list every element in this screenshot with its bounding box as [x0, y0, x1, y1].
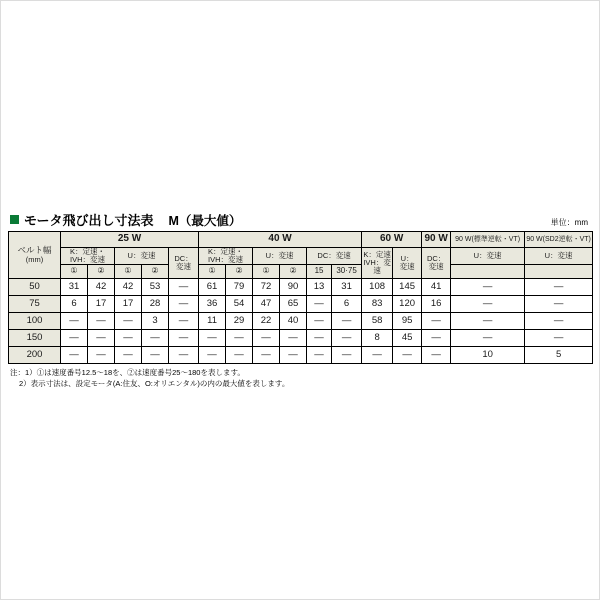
cell: — [525, 296, 593, 313]
row-belt-width: 100 [9, 313, 61, 330]
group-90w-sd2: 90 W(SD2逆転・VT) [525, 232, 593, 248]
cell: 3 [142, 313, 169, 330]
sub-25w-dc: DC： 変速 [169, 248, 199, 279]
note-2: 2）表示寸法は、設定モータ(A:住友、O:オリエンタル)の内の最大値を表します。 [19, 378, 290, 388]
cell: 36 [199, 296, 226, 313]
corner-label-line1: ベルト幅 [17, 244, 52, 255]
cell: — [169, 313, 199, 330]
cell: — [307, 330, 332, 347]
table-row [9, 330, 593, 347]
cell: 90 [280, 279, 307, 296]
title-left [10, 210, 241, 229]
cell: — [525, 313, 593, 330]
cell: 28 [142, 296, 169, 313]
cell: — [61, 330, 88, 347]
cell: 42 [115, 279, 142, 296]
cell: — [115, 347, 142, 364]
corner-label-line2: (mm) [25, 254, 44, 264]
sub-40w-u: U：変速 [253, 248, 307, 265]
cell: — [451, 330, 525, 347]
cell: — [169, 347, 199, 364]
group-40w: 40 W [199, 232, 362, 248]
cell: 145 [393, 279, 422, 296]
cell: — [88, 330, 115, 347]
cell: 13 [307, 279, 332, 296]
cell: — [332, 330, 362, 347]
col-25w-k-2: ② [88, 265, 115, 279]
green-square-marker [10, 215, 19, 224]
cell: 61 [199, 279, 226, 296]
header-sub-row [9, 248, 593, 265]
cell: 40 [280, 313, 307, 330]
note-1: 注：1）①は速度番号12.5～18を、②は速度番号25～180を表します。 [10, 368, 245, 377]
cell: 72 [253, 279, 280, 296]
cell: — [115, 313, 142, 330]
table-row [9, 313, 593, 330]
cell: — [61, 347, 88, 364]
cell: — [88, 313, 115, 330]
cell: 42 [88, 279, 115, 296]
page-title: モータ飛び出し寸法表 [24, 213, 154, 228]
cell: 108 [362, 279, 393, 296]
group-90w-vt: 90 W(標準逆転・VT) [451, 232, 525, 248]
col-90w-vt-blank [451, 265, 525, 279]
sub-25w-u: U：変速 [115, 248, 169, 265]
cell: — [332, 313, 362, 330]
cell: — [142, 347, 169, 364]
cell: 31 [332, 279, 362, 296]
cell: — [169, 279, 199, 296]
cell: 29 [226, 313, 253, 330]
cell: — [422, 313, 451, 330]
cell: 120 [393, 296, 422, 313]
col-40w-u-1: ① [253, 265, 280, 279]
row-belt-width: 150 [9, 330, 61, 347]
sub-40w-dc: DC：変速 [307, 248, 362, 265]
cell: — [451, 296, 525, 313]
cell: — [61, 313, 88, 330]
cell: — [253, 347, 280, 364]
col-40w-k-2: ② [226, 265, 253, 279]
col-40w-k-1: ① [199, 265, 226, 279]
col-90w-sd2-blank [525, 265, 593, 279]
cell: — [199, 347, 226, 364]
cell: 58 [362, 313, 393, 330]
cell: 54 [226, 296, 253, 313]
sub-90w-dc: DC： 変速 [422, 248, 451, 279]
col-40w-u-2: ② [280, 265, 307, 279]
cell: 22 [253, 313, 280, 330]
cell: — [422, 347, 451, 364]
cell: — [307, 296, 332, 313]
header-circle-row [9, 265, 593, 279]
cell: 5 [525, 347, 593, 364]
cell: — [226, 330, 253, 347]
cell: — [451, 313, 525, 330]
header-group-row [9, 232, 593, 248]
cell: — [226, 347, 253, 364]
group-25w: 25 W [61, 232, 199, 248]
col-40w-dc-3075: 30·75 [332, 265, 362, 279]
cell: — [169, 330, 199, 347]
cell: 41 [422, 279, 451, 296]
sub-90w-sd2-u: U：変速 [525, 248, 593, 265]
cell: 53 [142, 279, 169, 296]
sub-90w-vt-u: U：変速 [451, 248, 525, 265]
cell: 79 [226, 279, 253, 296]
sub-25w-k-ivh: K：定速・IVH：変速 [61, 248, 115, 265]
sub-60w-k-ivh: K：定速 IVH：変速 [362, 248, 393, 279]
cell: — [525, 279, 593, 296]
cell: 65 [280, 296, 307, 313]
group-90w: 90 W [422, 232, 451, 248]
col-25w-u-2: ② [142, 265, 169, 279]
cell: — [422, 330, 451, 347]
cell: — [451, 279, 525, 296]
motor-protrusion-table [8, 231, 593, 364]
cell: — [169, 296, 199, 313]
cell: 95 [393, 313, 422, 330]
cell: — [525, 330, 593, 347]
row-belt-width: 75 [9, 296, 61, 313]
cell: — [332, 347, 362, 364]
cell: 8 [362, 330, 393, 347]
page-subtitle: M（最大値） [168, 213, 242, 228]
cell: 6 [332, 296, 362, 313]
cell: — [199, 330, 226, 347]
table-notes [8, 368, 592, 390]
unit-label: 単位：mm [550, 218, 588, 227]
cell: — [253, 330, 280, 347]
col-40w-dc-15: 15 [307, 265, 332, 279]
cell: — [280, 347, 307, 364]
col-25w-k-1: ① [61, 265, 88, 279]
cell: 17 [88, 296, 115, 313]
title-row [8, 210, 592, 231]
cell: — [307, 313, 332, 330]
cell: — [307, 347, 332, 364]
cell: 45 [393, 330, 422, 347]
cell: — [393, 347, 422, 364]
cell: 11 [199, 313, 226, 330]
row-belt-width: 50 [9, 279, 61, 296]
cell: — [115, 330, 142, 347]
table-row [9, 279, 593, 296]
cell: 16 [422, 296, 451, 313]
sub-40w-k-ivh: K：定速・IVH：変速 [199, 248, 253, 265]
group-60w: 60 W [362, 232, 422, 248]
cell: — [142, 330, 169, 347]
table-row [9, 296, 593, 313]
cell: — [88, 347, 115, 364]
row-belt-width: 200 [9, 347, 61, 364]
cell: 10 [451, 347, 525, 364]
sub-60w-u: U： 変速 [393, 248, 422, 279]
table-row [9, 347, 593, 364]
cell: 17 [115, 296, 142, 313]
cell: 31 [61, 279, 88, 296]
cell: 47 [253, 296, 280, 313]
cell: 6 [61, 296, 88, 313]
cell: 83 [362, 296, 393, 313]
table-body [9, 279, 593, 364]
col-25w-u-1: ① [115, 265, 142, 279]
corner-belt-width [9, 232, 61, 279]
cell: — [362, 347, 393, 364]
spec-sheet [8, 210, 592, 390]
cell: — [280, 330, 307, 347]
